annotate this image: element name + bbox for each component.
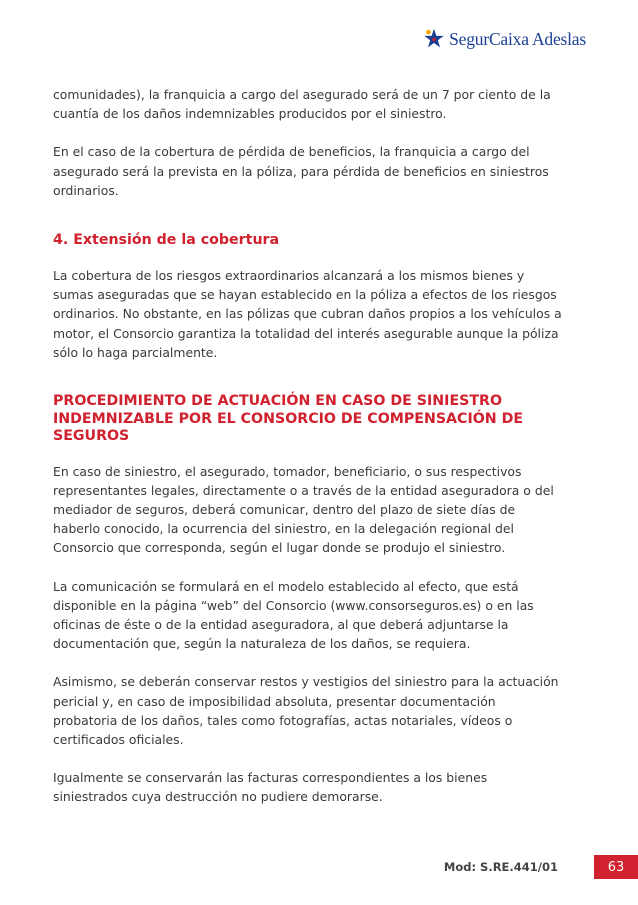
section-heading-extension: 4. Extensión de la cobertura [53, 232, 280, 249]
brand-logo [423, 28, 586, 50]
paragraph-procedimiento-2: La comunicación se formulará en el modelo establecido al efecto, que está disponible en la página “web” del Consorcio (www.consorseguros.es) o en las oficinas de éste o de la entidad aseguradora, al que deberá adjuntarse la documentación que, según la naturaleza de los daños, se requiera. [53, 578, 534, 652]
paragraph-procedimiento-3: Asimismo, se deberán conservar restos y vestigios del siniestro para la actuación pericial y, en caso de imposibilidad absoluta, presentar documentación probatoria de los daños, tales como fotografías, actas notariales, vídeos o certificados oficiales. [53, 674, 559, 747]
paragraph-franquicia: comunidades), la franquicia a cargo del asegurado será de un 7 por ciento de la cuantía de los daños indemnizables producidos por el siniestro. [53, 87, 551, 122]
model-code: Mod: S.RE.441/01 [443, 860, 558, 874]
page-footer [444, 855, 638, 879]
paragraph-perdida-beneficios: En el caso de la cobertura de pérdida de beneficios, la franquicia a cargo del asegurado será la prevista en la póliza, para pérdida de beneficios en siniestros ordinarios. [53, 144, 549, 198]
paragraph-extension: La cobertura de los riesgos extraordinarios alcanzará a los mismos bienes y sumas aseguradas que se hayan establecido en la póliza a efectos de los riesgos ordinarios. No obstante, en las pólizas que cubran daños propios a los vehículos a motor, el Consorcio garantiza la totalidad del interés asegurable aunque la póliza sólo lo haga parcialmente. [53, 268, 562, 360]
document-body [53, 85, 563, 807]
paragraph-procedimiento-1: En caso de siniestro, el asegurado, tomador, beneficiario, o sus respectivos representantes legales, directamente o a través de la entidad aseguradora o del mediador de seguros, deberá comunicar, dentro del plazo de siete días de haberlo conocido, la ocurrencia del siniestro, en la delegación regional del Consorcio que corresponda, según el lugar donde se produjo el siniestro. [53, 463, 554, 556]
section-heading-procedimiento: PROCEDIMIENTO DE ACTUACIÓN EN CASO DE SINIESTRO INDEMNIZABLE POR EL CONSORCIO DE COMPENSACIÓN DE SEGUROS [53, 393, 524, 445]
page-number: 63 [594, 855, 638, 879]
paragraph-procedimiento-4: Igualmente se conservarán las facturas correspondientes a los bienes siniestrados cuya destrucción no pudiere demorarse. [53, 770, 488, 805]
star-icon [423, 28, 445, 50]
logo-text: SegurCaixa Adeslas [449, 28, 586, 49]
